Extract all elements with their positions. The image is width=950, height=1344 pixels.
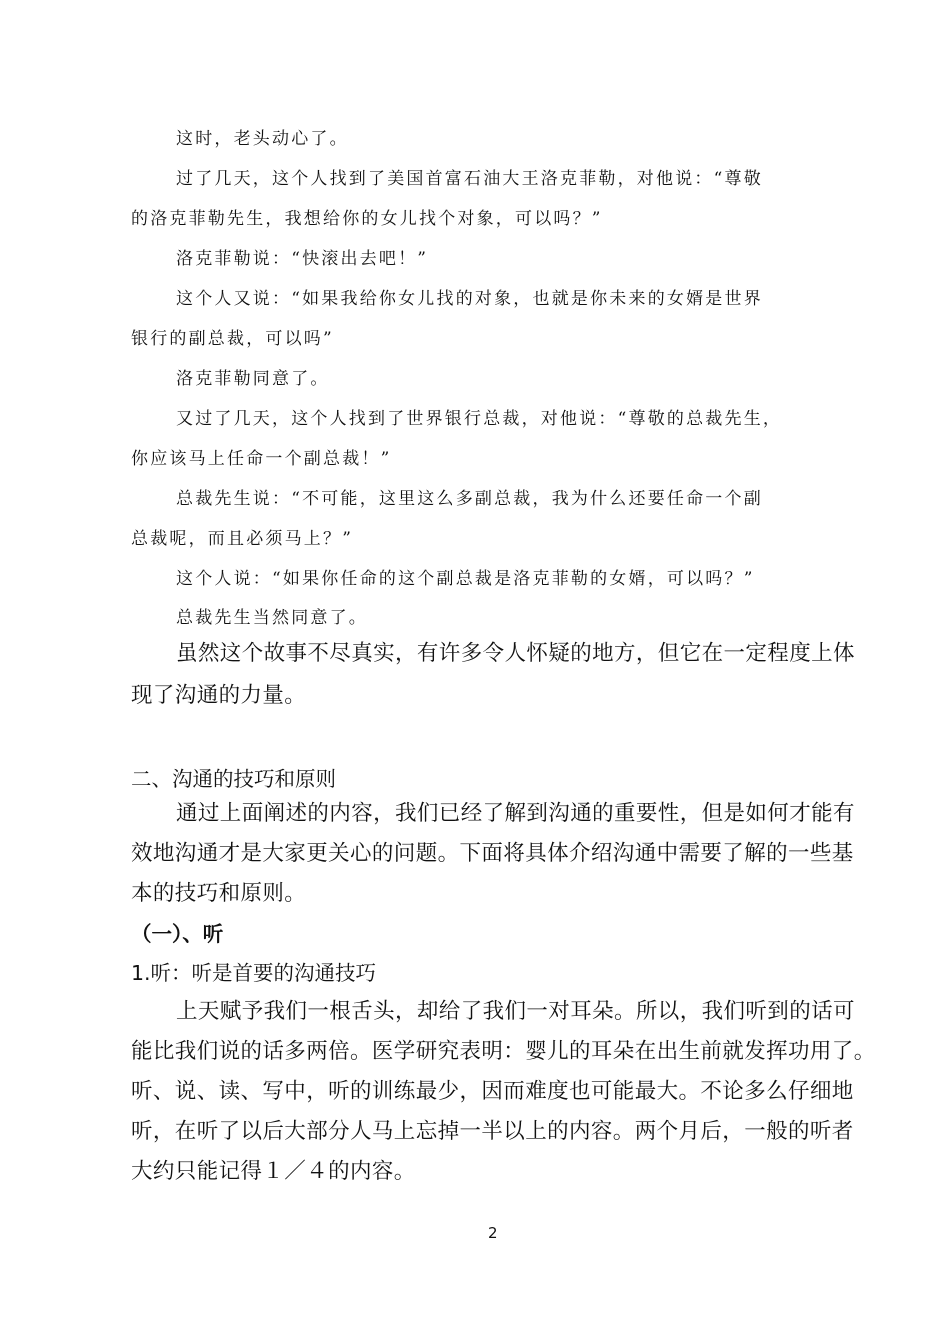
story-line: 总裁呢，而且必须马上？”	[131, 529, 354, 549]
story-line: 的洛克菲勒先生，我想给你的女儿找个对象，可以吗？”	[131, 209, 603, 229]
paragraph-line: 通过上面阐述的内容，我们已经了解到沟通的重要性，但是如何才能有	[176, 801, 855, 826]
paragraph-line: 上天赋予我们一根舌头，却给了我们一对耳朵。所以，我们听到的话可	[176, 999, 855, 1024]
paragraph-line: 听、说、读、写中，听的训练最少，因而难度也可能最大。不论多么仔细地	[131, 1079, 854, 1104]
conclusion-line: 虽然这个故事不尽真实，有许多令人怀疑的地方，但它在一定程度上体	[176, 641, 855, 666]
section-heading: 二、沟通的技巧和原则	[131, 767, 336, 791]
paragraph-line: 本的技巧和原则。	[131, 881, 307, 906]
story-line: 总裁先生当然同意了。	[176, 608, 368, 628]
story-line: 这时，老头动心了。	[176, 129, 349, 149]
paragraph-line: 大约只能记得１／４的内容。	[131, 1159, 416, 1184]
story-line: 这个人又说：“如果我给你女儿找的对象，也就是你未来的女婿是世界	[176, 289, 763, 309]
story-line: 洛克菲勒同意了。	[176, 369, 330, 389]
story-line: 过了几天，这个人找到了美国首富石油大王洛克菲勒，对他说：“尊敬	[176, 169, 763, 189]
paragraph-line: 听，在听了以后大部分人马上忘掉一半以上的内容。两个月后，一般的听者	[131, 1119, 854, 1144]
story-line: 洛克菲勒说：“快滚出去吧！”	[176, 249, 429, 269]
story-line: 银行的副总裁，可以吗”	[131, 329, 334, 349]
story-line: 又过了几天，这个人找到了世界银行总裁，对他说：“尊敬的总裁先生，	[176, 409, 783, 429]
conclusion-line: 现了沟通的力量。	[131, 683, 307, 708]
page-number: 2	[488, 1224, 498, 1242]
story-line: 总裁先生说：“不可能，这里这么多副总裁，我为什么还要任命一个副	[176, 489, 763, 509]
story-line: 这个人说：“如果你任命的这个副总裁是洛克菲勒的女婿，可以吗？”	[176, 569, 755, 589]
subsection-heading: （一）、听	[131, 922, 224, 946]
paragraph-line: 能比我们说的话多两倍。医学研究表明：婴儿的耳朵在出生前就发挥功用了。	[131, 1039, 876, 1064]
story-line: 你应该马上任命一个副总裁！”	[131, 449, 392, 469]
paragraph-line: 效地沟通才是大家更关心的问题。下面将具体介绍沟通中需要了解的一些基	[131, 841, 854, 866]
point-title: 1.听：听是首要的沟通技巧	[131, 961, 377, 985]
